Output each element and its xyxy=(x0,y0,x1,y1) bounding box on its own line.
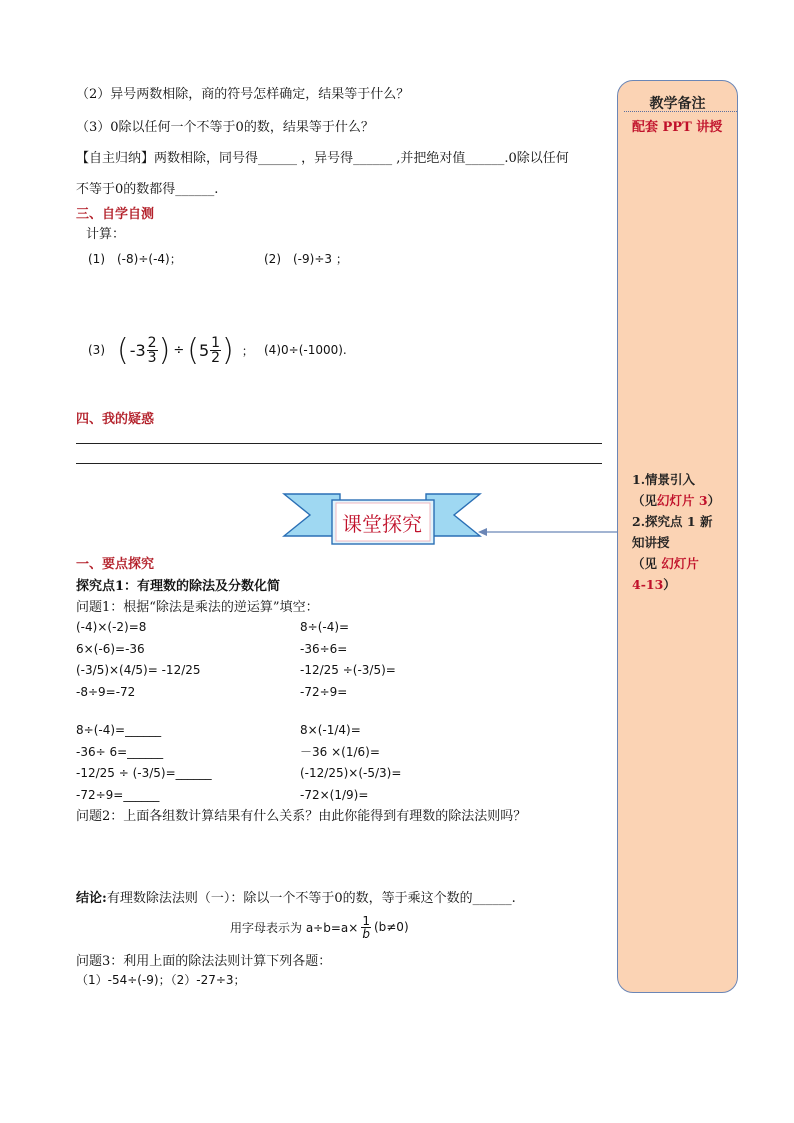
question-3: （3）0除以任何一个不等于0的数，结果等于什么？ xyxy=(76,120,374,135)
note-teaching: 知讲授 xyxy=(632,535,670,550)
fraction-numerator: 2 xyxy=(147,334,157,351)
fraction-denominator: 2 xyxy=(211,349,221,366)
formula xyxy=(230,907,409,947)
section-4-heading: 四、我的疑惑 xyxy=(76,412,155,427)
problem-4: (4)0÷(-1000). xyxy=(264,343,347,357)
answer-line-2 xyxy=(76,463,602,464)
answer-line-1 xyxy=(76,443,602,444)
note-point-1: 2.探究点 1 新 xyxy=(632,514,713,529)
paren-open-icon: ( xyxy=(117,332,129,368)
note-slide: 幻灯片 3 xyxy=(657,493,708,508)
equation: －36 ×(1/6)= xyxy=(300,744,380,759)
equation: -12/25 ÷(-3/5)= xyxy=(300,663,396,677)
fraction-denominator: b xyxy=(362,926,370,941)
panel-title: 教学备注 xyxy=(649,96,706,112)
divide-sign: ÷ xyxy=(173,342,185,358)
note-slide-ref-1 xyxy=(632,491,720,509)
equation: -36÷ 6=______ xyxy=(76,744,164,759)
equations-right-1 xyxy=(300,617,396,703)
note-text: （见 xyxy=(632,556,658,571)
paren-close-icon: ) xyxy=(158,332,171,368)
fraction-numerator: 1 xyxy=(211,334,221,351)
note-slide: 4-13 xyxy=(632,577,664,592)
conclusion-text: 有理数除法法则（一）：除以一个不等于0的数，等于乘这个数的______. xyxy=(106,891,516,906)
paren-close-icon: ) xyxy=(222,332,234,368)
explore-heading: 一、要点探究 xyxy=(76,557,155,572)
mixed-number-1-whole: -3 xyxy=(129,340,146,360)
equation: (-3/5)×(4/5)= -12/25 xyxy=(76,663,201,677)
problem-1-title: 问题1：根据“除法是乘法的逆运算”填空： xyxy=(76,600,319,615)
banner-label: 课堂探究 xyxy=(342,512,422,536)
teaching-notes-panel xyxy=(617,80,738,993)
equation: -36÷6= xyxy=(300,641,348,656)
note-text: ） xyxy=(663,577,676,592)
mixed-number-1-fraction xyxy=(147,336,158,365)
equation: 8÷(-4)=______ xyxy=(76,723,162,737)
point-1-title: 探究点1：有理数的除法及分数化简 xyxy=(76,579,281,594)
section-3-heading: 三、自学自测 xyxy=(76,207,155,222)
mixed-number-2-fraction xyxy=(210,336,221,365)
equations-left-2 xyxy=(76,720,212,806)
problem-3-items: （1）-54÷(-9)；（2）-27÷3； xyxy=(76,973,246,987)
note-text: （见 xyxy=(632,493,658,508)
summary-line-2: 不等于0的数都得______. xyxy=(76,182,219,197)
equation: 8÷(-4)= xyxy=(300,620,350,634)
problem-3-label: (3) xyxy=(88,343,105,357)
equations-left-1 xyxy=(76,617,201,703)
equation: -72÷9=______ xyxy=(76,787,160,802)
conclusion-label: 结论: xyxy=(76,891,107,906)
note-scene-intro: 1.情景引入 xyxy=(632,472,696,487)
note-text: ） xyxy=(707,493,721,508)
note-slide-ref-2 xyxy=(632,554,699,572)
problem-3 xyxy=(88,330,254,370)
problem-2-title: 问题2：上面各组数计算结果有什么关系？由此你能得到有理数的除法法则吗？ xyxy=(76,809,527,824)
ppt-note: 配套 PPT 讲授 xyxy=(632,120,723,135)
mixed-number-2-whole: 5 xyxy=(198,340,210,360)
problem-3-title: 问题3：利用上面的除法法则计算下列各题： xyxy=(76,954,332,969)
equation: (-4)×(-2)=8 xyxy=(76,620,147,634)
equation: (-12/25)×(-5/3)= xyxy=(300,766,402,780)
note-slide: 幻灯片 xyxy=(661,556,699,571)
problem-3-end: ； xyxy=(241,343,254,358)
panel-divider xyxy=(624,111,737,112)
equation: -72×(1/9)= xyxy=(300,787,369,802)
fraction-denominator: 3 xyxy=(147,349,157,366)
note-slide-range xyxy=(632,575,676,593)
formula-suffix: (b≠0) xyxy=(373,920,409,934)
summary-line-1: 【自主归纳】两数相除，同号得______ ，异号得______ ,并把绝对值______.0除以任何 xyxy=(76,151,569,166)
equation: 8×(-1/4)= xyxy=(300,723,361,737)
equations-right-2 xyxy=(300,720,401,806)
equation: 6×(-6)=-36 xyxy=(76,641,145,656)
problem-1: (1) (-8)÷(-4)； xyxy=(88,252,182,266)
formula-fraction xyxy=(361,915,371,940)
question-2: （2）异号两数相除，商的符号怎样确定，结果等于什么？ xyxy=(76,87,410,102)
equation: -12/25 ÷ (-3/5)=______ xyxy=(76,766,212,780)
formula-prefix: 用字母表示为 a÷b=a× xyxy=(230,920,359,935)
arrow-left-icon xyxy=(476,524,620,540)
calc-label: 计算： xyxy=(86,227,126,242)
conclusion xyxy=(76,887,516,906)
equation: -72÷9= xyxy=(300,684,348,699)
equation: -8÷9=-72 xyxy=(76,684,136,699)
paren-open-icon: ( xyxy=(187,332,199,368)
fraction-numerator: 1 xyxy=(362,913,370,928)
problem-2: (2) (-9)÷3 ； xyxy=(264,252,348,266)
